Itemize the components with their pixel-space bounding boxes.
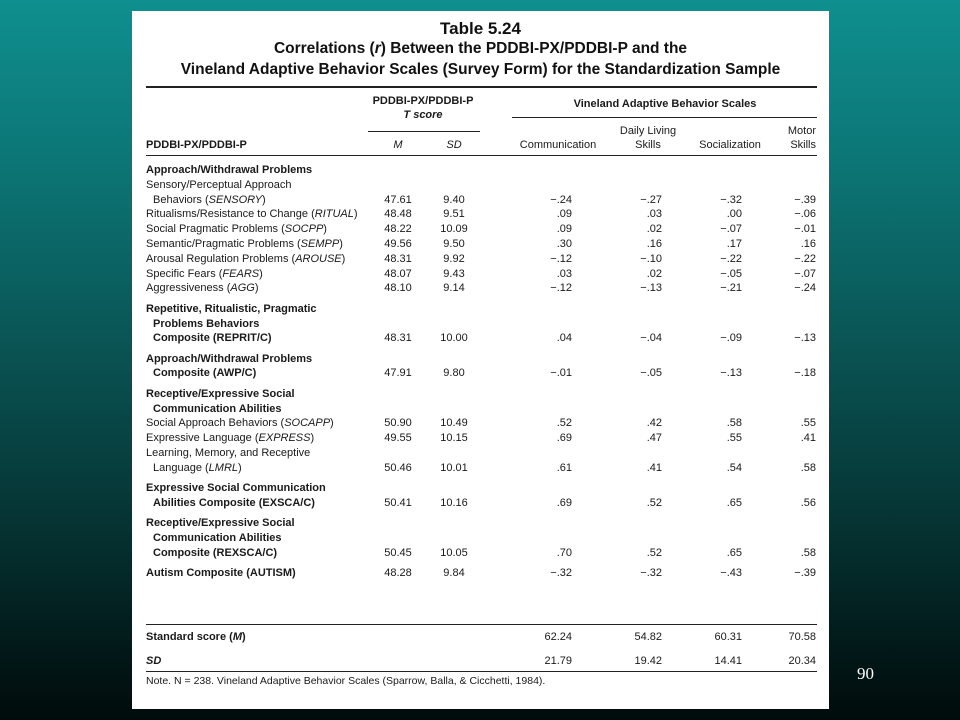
row-13-cell-sd: 10.01 [440, 461, 468, 474]
row-9-cell-dls: −.05 [640, 367, 662, 380]
sd-motor: 20.34 [788, 655, 816, 667]
row-13-cell-motor: .58 [800, 461, 816, 474]
row-12-cell-dls: .47 [646, 432, 662, 445]
row-2-cell-dls: .03 [646, 208, 662, 221]
row-2-label-line-0: Ritualisms/Resistance to Change (RITUAL) [146, 208, 358, 221]
row-4-cell-socialization: .17 [726, 238, 742, 250]
row-7-label-line-0: Aggressiveness (AGG) [146, 282, 259, 295]
standard-score-label: Standard score (M) [146, 631, 246, 643]
row-9-cell-communication: −.01 [550, 367, 572, 380]
row-8-cell-m: 48.31 [384, 332, 412, 345]
standard-score-dls: 54.82 [634, 631, 662, 643]
row-16-cell-socialization: −.43 [720, 567, 742, 579]
row-5-label-line-0: Arousal Regulation Problems (AROUSE) [146, 252, 346, 265]
row-11-cell-socialization: .58 [726, 417, 742, 430]
row-8-cell-dls: −.04 [640, 332, 662, 345]
header-col-communication: Communication [519, 139, 597, 151]
row-1-label-line-0: Sensory/Perceptual Approach [146, 178, 292, 191]
row-10-label-line-1: Communication Abilities [153, 402, 282, 415]
row-5-cell-dls: −.10 [640, 252, 662, 265]
standard-score-motor: 70.58 [788, 631, 816, 643]
row-3-label-line-0: Social Pragmatic Problems (SOCPP) [146, 223, 327, 236]
row-7-cell-communication: −.12 [550, 282, 572, 295]
row-7-cell-socialization: −.21 [720, 282, 742, 295]
row-9-cell-sd: 9.80 [443, 367, 465, 380]
row-1-cell-communication: −.24 [550, 193, 572, 206]
row-7-cell-motor: −.24 [794, 282, 816, 295]
row-8-cell-socialization: −.09 [720, 332, 742, 345]
row-14-cell-socialization: .65 [726, 496, 742, 509]
row-8-cell-communication: .04 [556, 332, 572, 345]
row-14-cell-m: 50.41 [384, 496, 412, 509]
row-8-label-line-2: Composite (REPRIT/C) [153, 332, 272, 345]
row-13-cell-socialization: .54 [726, 461, 742, 474]
sd-dls: 19.42 [634, 655, 662, 667]
row-8-cell-sd: 10.00 [440, 332, 468, 345]
row-7-cell-m: 48.10 [384, 282, 412, 295]
sd-socialization: 14.41 [714, 655, 742, 667]
row-4-cell-motor: .16 [800, 238, 816, 250]
row-3-cell-socialization: −.07 [720, 223, 742, 236]
row-6-cell-sd: 9.43 [443, 267, 465, 280]
header-col-motor-line1: Motor [787, 125, 816, 137]
row-11-cell-communication: .52 [556, 417, 572, 430]
row-15-label-line-0: Receptive/Expressive Social [146, 517, 295, 530]
header-group-left-line1: PDDBI-PX/PDDBI-P [372, 95, 474, 107]
row-9-cell-socialization: −.13 [720, 367, 742, 380]
row-16-label-line-0: Autism Composite (AUTISM) [146, 567, 296, 579]
header-group-right: Vineland Adaptive Behavior Scales [573, 98, 757, 110]
header-col-motor-line2: Skills [790, 139, 816, 151]
row-0-label-line-0: Approach/Withdrawal Problems [146, 164, 313, 176]
row-1-label-line-1: Behaviors (SENSORY) [153, 193, 266, 206]
row-1-cell-motor: −.39 [794, 193, 816, 206]
bottom-rule [146, 671, 817, 672]
row-2-cell-sd: 9.51 [443, 208, 465, 221]
row-1-cell-sd: 9.40 [443, 193, 465, 206]
row-3-cell-motor: −.01 [794, 223, 816, 236]
row-16-cell-motor: −.39 [794, 567, 816, 579]
table-subtitle-line2: Vineland Adaptive Behavior Scales (Survey Form) for the Standardization Sample [180, 61, 781, 78]
row-7-cell-sd: 9.14 [443, 282, 465, 295]
row-1-cell-socialization: −.32 [720, 193, 742, 206]
row-4-cell-communication: .30 [556, 238, 572, 250]
row-13-label-line-0: Learning, Memory, and Receptive [146, 446, 311, 459]
row-11-cell-motor: .55 [800, 417, 816, 430]
row-2-cell-m: 48.48 [384, 208, 412, 221]
row-5-cell-m: 48.31 [384, 252, 412, 265]
row-15-cell-sd: 10.05 [440, 546, 468, 559]
row-3-cell-m: 48.22 [384, 223, 412, 236]
header-col-m: M [393, 139, 403, 151]
row-9-label-line-1: Composite (AWP/C) [153, 367, 257, 380]
sd-label: SD [146, 655, 162, 667]
row-8-label-line-1: Problems Behaviors [153, 317, 260, 330]
row-16-cell-communication: −.32 [550, 567, 572, 579]
row-14-cell-sd: 10.16 [440, 496, 468, 509]
row-5-cell-socialization: −.22 [720, 252, 742, 265]
header-row-label: PDDBI-PX/PDDBI-P [146, 139, 247, 151]
row-15-cell-socialization: .65 [726, 546, 742, 559]
row-1-cell-m: 47.61 [384, 193, 412, 206]
row-14-cell-motor: .56 [800, 496, 816, 509]
row-8-cell-motor: −.13 [794, 332, 816, 345]
sd-communication: 21.79 [544, 655, 572, 667]
table-note: Note. N = 238. Vineland Adaptive Behavior Scales (Sparrow, Balla, & Cicchetti, 1984). [146, 675, 546, 687]
header-col-sd: SD [446, 139, 462, 151]
row-15-cell-dls: .52 [646, 546, 662, 559]
row-14-label-line-1: Abilities Composite (EXSCA/C) [153, 496, 315, 509]
row-14-cell-dls: .52 [646, 496, 662, 509]
row-15-label-line-1: Communication Abilities [153, 531, 282, 544]
row-12-cell-socialization: .55 [726, 432, 742, 445]
standard-score-socialization: 60.31 [714, 631, 742, 643]
row-9-cell-m: 47.91 [384, 367, 412, 380]
table-subtitle-line1: Correlations (r) Between the PDDBI-PX/PDDBI-P and the [273, 40, 688, 57]
row-2-cell-motor: −.06 [794, 208, 816, 221]
row-14-cell-communication: .69 [556, 496, 572, 509]
row-10-label-line-0: Receptive/Expressive Social [146, 387, 295, 400]
row-2-cell-communication: .09 [556, 208, 572, 221]
row-12-cell-m: 49.55 [384, 432, 412, 445]
row-15-cell-m: 50.45 [384, 546, 412, 559]
row-5-cell-communication: −.12 [550, 252, 572, 265]
row-16-cell-m: 48.28 [384, 567, 412, 579]
row-12-cell-sd: 10.15 [440, 432, 468, 445]
row-16-cell-sd: 9.84 [443, 567, 465, 579]
row-13-cell-dls: .41 [646, 461, 662, 474]
row-6-cell-m: 48.07 [384, 267, 412, 280]
row-11-cell-dls: .42 [646, 417, 662, 430]
row-6-cell-socialization: −.05 [720, 267, 742, 280]
row-6-cell-communication: .03 [556, 267, 572, 280]
table-page [132, 11, 829, 709]
row-13-label-line-1: Language (LMRL) [153, 461, 242, 474]
row-8-label-line-0: Repetitive, Ritualistic, Pragmatic [146, 302, 317, 315]
row-5-cell-sd: 9.92 [443, 252, 465, 265]
row-4-label-line-0: Semantic/Pragmatic Problems (SEMPP) [146, 238, 343, 250]
row-14-label-line-0: Expressive Social Communication [146, 482, 326, 494]
header-col-dls-line2: Skills [635, 139, 661, 151]
row-6-cell-dls: .02 [646, 267, 662, 280]
row-16-cell-dls: −.32 [640, 567, 662, 579]
row-9-label-line-0: Approach/Withdrawal Problems [146, 352, 313, 365]
row-4-cell-dls: .16 [646, 238, 662, 250]
row-4-cell-sd: 9.50 [443, 238, 465, 250]
row-15-label-line-2: Composite (REXSCA/C) [153, 546, 278, 559]
row-3-cell-communication: .09 [556, 223, 572, 236]
row-13-cell-m: 50.46 [384, 461, 412, 474]
row-11-cell-m: 50.90 [384, 417, 412, 430]
row-3-cell-sd: 10.09 [440, 223, 468, 236]
slide-number: 90 [857, 664, 874, 683]
row-6-label-line-0: Specific Fears (FEARS) [146, 267, 263, 280]
row-12-label-line-0: Expressive Language (EXPRESS) [146, 432, 315, 445]
row-11-cell-sd: 10.49 [440, 417, 468, 430]
row-15-cell-motor: .58 [800, 546, 816, 559]
header-rule-left [368, 131, 480, 132]
header-rule-right [512, 117, 817, 118]
header-col-dls-line1: Daily Living [619, 125, 677, 137]
header-group-left-line2: T score [403, 109, 443, 121]
row-3-cell-dls: .02 [646, 223, 662, 236]
summary-rule [146, 624, 817, 625]
standard-score-communication: 62.24 [544, 631, 572, 643]
row-12-cell-communication: .69 [556, 432, 572, 445]
row-4-cell-m: 49.56 [384, 238, 412, 250]
table-title: Table 5.24 [440, 19, 521, 38]
header-bottom-rule [146, 155, 817, 156]
row-13-cell-communication: .61 [556, 461, 572, 474]
row-5-cell-motor: −.22 [794, 252, 816, 265]
row-11-label-line-0: Social Approach Behaviors (SOCAPP) [146, 417, 334, 430]
row-6-cell-motor: −.07 [794, 267, 816, 280]
row-7-cell-dls: −.13 [640, 282, 662, 295]
top-rule [146, 86, 817, 88]
row-15-cell-communication: .70 [556, 546, 572, 559]
header-col-socialization: Socialization [699, 139, 761, 151]
row-1-cell-dls: −.27 [640, 193, 662, 206]
row-9-cell-motor: −.18 [794, 367, 816, 380]
row-2-cell-socialization: .00 [726, 208, 742, 221]
row-12-cell-motor: .41 [800, 432, 816, 445]
